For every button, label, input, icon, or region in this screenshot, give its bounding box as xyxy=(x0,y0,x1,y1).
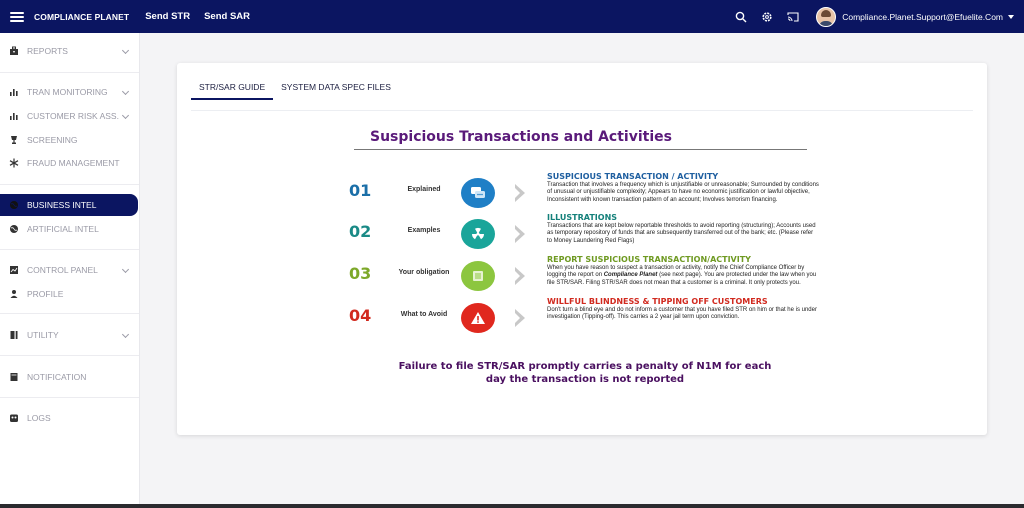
avatar[interactable] xyxy=(816,7,836,27)
user-email[interactable]: Compliance.Planet.Support@Efuelite.Com xyxy=(842,11,1003,22)
sidebar-item-notification[interactable] xyxy=(0,366,138,388)
sidebar-item-label: BUSINESS INTEL xyxy=(27,200,97,210)
sidebar-item-control-panel[interactable] xyxy=(0,259,138,281)
divider xyxy=(354,149,807,150)
sidebar-item-label: CUSTOMER RISK ASS. xyxy=(27,111,119,121)
step-heading: WILLFUL BLINDNESS & TIPPING OFF CUSTOMERS xyxy=(547,297,768,306)
tab-str-sar-guide[interactable]: STR/SAR GUIDE xyxy=(191,79,273,100)
guide-row-avoid xyxy=(349,299,819,337)
sidebar-item-label: ARTIFICIAL INTEL xyxy=(27,224,99,234)
step-description xyxy=(547,297,819,322)
sidebar-item-reports[interactable] xyxy=(0,40,138,62)
sidebar-item-label: TRAN MONITORING xyxy=(27,87,108,97)
send-sar-link[interactable]: Send SAR xyxy=(204,11,251,22)
book-icon xyxy=(9,330,19,340)
step-number: 02 xyxy=(349,222,372,241)
divider xyxy=(191,110,973,111)
bottom-edge xyxy=(0,504,1024,508)
step-body: Transaction that involves a frequency which is unjustifiable or unreasonable; Surrounded by conditions of unusual or unjustifiable complexity; Appears to have no economic justification or lawful objective, Inconsistent with known transaction pattern of an account; Involves terrorism financing. xyxy=(547,182,819,203)
content-card xyxy=(177,63,987,435)
top-right-controls xyxy=(734,7,1024,27)
sidebar-item-artificial-intel[interactable] xyxy=(0,218,138,240)
step-number: 04 xyxy=(349,306,372,325)
globe-icon xyxy=(9,200,19,210)
chart-box-icon xyxy=(9,265,19,275)
chevron-down-icon[interactable] xyxy=(1008,15,1014,19)
chevron-right-icon xyxy=(515,184,525,202)
sidebar-item-fraud-management[interactable] xyxy=(0,152,138,174)
chevron-right-icon xyxy=(515,309,525,327)
penalty-notice xyxy=(375,360,795,386)
tab-bar xyxy=(191,79,399,100)
guide-row-examples xyxy=(349,215,819,253)
sidebar-item-label: REPORTS xyxy=(27,46,68,56)
penalty-line: Failure to file STR/SAR promptly carries a penalty of N1M for each xyxy=(398,361,772,372)
sidebar-item-label: PROFILE xyxy=(27,289,64,299)
guide-title: Suspicious Transactions and Activities xyxy=(370,129,672,145)
step-body: Transactions that are kept below reportable thresholds to avoid reporting (structuring); Accounts used as temporary repository of funds that are subsequently transferred out of the bank; etc. (Please refer to Money Laundering Red Flags) xyxy=(547,223,816,244)
step-description xyxy=(547,213,819,245)
chevron-down-icon xyxy=(122,47,129,54)
sidebar-item-business-intel[interactable] xyxy=(0,194,138,216)
chevron-down-icon xyxy=(122,88,129,95)
bar-chart-icon xyxy=(9,87,19,97)
sidebar-item-profile[interactable] xyxy=(0,283,138,305)
top-app-bar xyxy=(0,0,1024,33)
divider xyxy=(0,249,139,250)
sidebar-item-screening[interactable] xyxy=(0,129,138,151)
robot-icon xyxy=(9,413,19,423)
sidebar-item-label: FRAUD MANAGEMENT xyxy=(27,158,120,168)
sidebar-item-logs[interactable] xyxy=(0,407,138,429)
step-number: 01 xyxy=(349,181,372,200)
step-body-text: (see next page). You are protected under the law when you file STR/SAR. Filing STR/SAR does not mean that a customer is a criminal. It only protects you. xyxy=(547,272,817,286)
briefcase-icon xyxy=(9,46,19,56)
sidebar-item-label: NOTIFICATION xyxy=(27,372,87,382)
step-body xyxy=(547,265,819,287)
step-heading: SUSPICIOUS TRANSACTION / ACTIVITY xyxy=(547,172,719,181)
divider xyxy=(0,72,139,73)
sidebar-item-utility[interactable] xyxy=(0,324,138,346)
sidebar xyxy=(0,33,140,508)
step-description xyxy=(547,255,819,287)
chevron-right-icon xyxy=(515,225,525,243)
chevron-down-icon xyxy=(122,266,129,273)
tab-system-data-spec-files[interactable]: SYSTEM DATA SPEC FILES xyxy=(281,82,391,92)
step-body-emphasis: Compliance Planet xyxy=(603,272,658,279)
warning-icon xyxy=(461,303,495,333)
sidebar-item-label: CONTROL PANEL xyxy=(27,265,98,275)
divider xyxy=(0,313,139,314)
snowflake-icon xyxy=(9,158,19,168)
divider xyxy=(0,355,139,356)
step-label: What to Avoid xyxy=(400,311,448,318)
bar-chart-icon xyxy=(9,111,19,121)
send-str-link[interactable]: Send STR xyxy=(145,11,191,22)
step-label: Explained xyxy=(407,186,441,193)
cast-icon[interactable] xyxy=(786,10,800,24)
divider xyxy=(0,184,139,185)
radiation-icon xyxy=(461,219,495,249)
step-label: Examples xyxy=(407,227,441,234)
step-description xyxy=(547,172,819,204)
chat-icon xyxy=(461,178,495,208)
sidebar-item-label: LOGS xyxy=(27,413,51,423)
chevron-right-icon xyxy=(515,267,525,285)
penalty-line: day the transaction is not reported xyxy=(485,374,685,385)
step-body: Don't turn a blind eye and do not inform a customer that you have filed STR on him or that he is under investigation (Tipping-off). This carries a 2 year jail term upon conviction. xyxy=(547,307,817,321)
divider xyxy=(0,397,139,398)
brand-title: COMPLIANCE PLANET xyxy=(34,11,130,22)
step-label: Your obligation xyxy=(398,269,450,276)
note-icon xyxy=(9,372,19,382)
chevron-down-icon xyxy=(122,112,129,119)
guide-row-explained xyxy=(349,174,819,212)
chevron-down-icon xyxy=(122,331,129,338)
step-body-text: When you have reason to suspect a transaction or activity, notify the Chief Compliance Officer by logging the report on xyxy=(547,265,805,279)
menu-icon[interactable] xyxy=(10,12,24,22)
sidebar-item-label: SCREENING xyxy=(27,135,78,145)
step-number: 03 xyxy=(349,264,372,283)
user-icon xyxy=(9,289,19,299)
sidebar-item-label: UTILITY xyxy=(27,330,59,340)
search-icon[interactable] xyxy=(734,10,748,24)
guide-row-obligation xyxy=(349,257,819,295)
step-heading: ILLUSTRATIONS xyxy=(547,213,618,222)
gear-icon[interactable] xyxy=(760,10,774,24)
trophy-icon xyxy=(9,135,19,145)
globe-icon xyxy=(9,224,19,234)
document-icon xyxy=(461,261,495,291)
step-heading: REPORT SUSPICIOUS TRANSACTION/ACTIVITY xyxy=(547,255,751,264)
sidebar-item-tran-monitoring[interactable] xyxy=(0,81,138,103)
sidebar-item-customer-risk[interactable] xyxy=(0,105,138,127)
